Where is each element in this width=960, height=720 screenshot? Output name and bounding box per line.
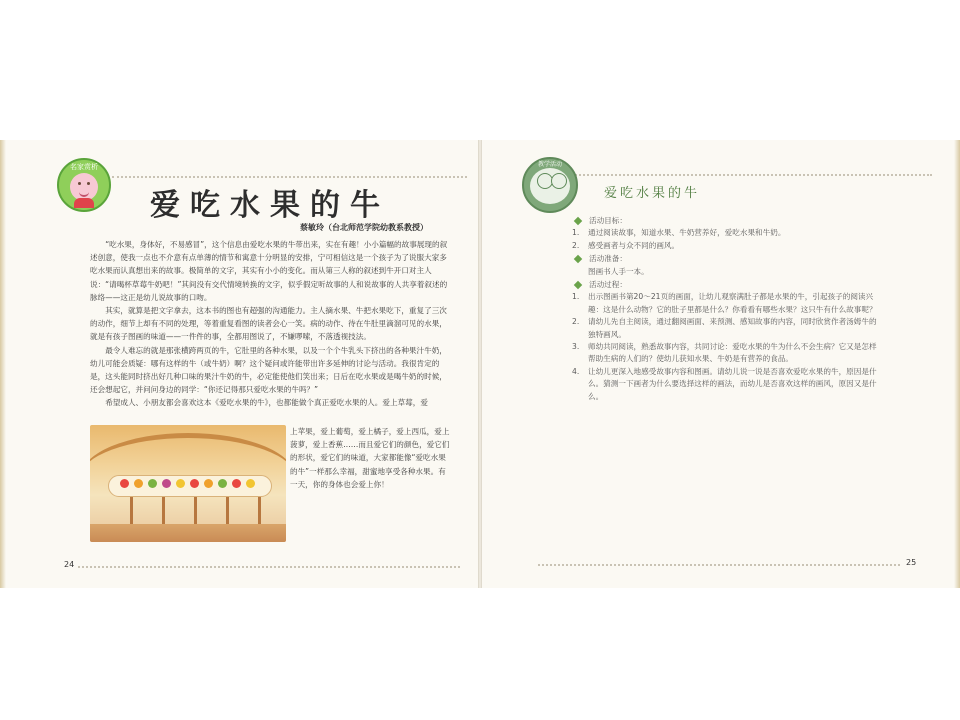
diamond-bullet-icon — [574, 217, 582, 225]
badge-label: 教学活动 — [537, 161, 562, 168]
list-item: 2. 请幼儿先自主阅读，通过翻阅画面、来预测、感知故事的内容，同时欣赏作者汤姆牛的独特画风。 — [572, 317, 877, 339]
footer-dotted-line — [538, 564, 900, 566]
badge-label: 名家赏析 — [70, 163, 98, 171]
list-item: 3. 师幼共同阅读，熟悉故事内容，共同讨论：爱吃水果的牛为什么不会生病？它又是怎样帮助生病的人们的？使幼儿获知水果、牛奶是有营养的食品。 — [572, 342, 877, 364]
teaching-activity-badge-icon — [522, 157, 578, 213]
activity-plan — [572, 214, 882, 403]
list-item: 1. 出示图画书第20～21页的画面，让幼儿观察满肚子都是水果的牛，引起孩子的阅读兴趣：这是什么动物？它的肚子里都是什么？你看看有哪些水果？这只牛有什么故事呢？ — [572, 292, 877, 314]
paragraph: “吃水果，身体好，不易感冒”，这个信息由爱吃水果的牛带出来，实在有趣！小小篇幅的故事展现的叙述创意，使我一点也不介意有点单薄的情节和寓意十分明显的安排，宁可相信这是一个孩子为了说服大家多吃水果而认真想出来的故事。极简单的文字，其实有小小的变化。而从第三人称的叙述到牛开口对主人说：“请喝杯草莓牛奶吧！”其间没有交代情境转换的文字，似乎假定听故事的人和说故事的人共享着叙述的脉络——这正是幼儿说故事的口吻。 — [90, 240, 448, 302]
book-spread — [0, 140, 960, 588]
paragraph: 最令人难忘的就是那张横跨两页的牛，它肚里的各种水果，以及一个个牛乳头下挤出的各种果汁牛奶，幼儿可能会质疑：哪有这样的牛（或牛奶）啊？这个疑问或许能带出许多延伸的讨论与活动。我很肯定的是，这头能同时挤出好几种口味的果汁牛奶的牛，必定能使他们笑出来；日后在吃水果或是喝牛奶的时候，还会想起它，并问问身边的同学：“你还记得那只爱吃水果的牛吗？” — [90, 345, 447, 395]
author-line: 蔡敏玲（台北师范学院幼教系教授） — [300, 223, 428, 232]
diamond-bullet-icon — [574, 281, 582, 289]
famous-review-badge-icon — [57, 158, 111, 212]
footer-dotted-line — [78, 566, 460, 568]
child-face-icon — [551, 173, 567, 189]
list-item: 4. 让幼儿更深入地感受故事内容和图画。请幼儿说一说是否喜欢爱吃水果的牛，原因是什么。猜测一下画者为什么要选择这样的画法，而幼儿是否喜欢这样的画风，原因又是什么。 — [572, 366, 877, 401]
section-heading: 活动过程： — [572, 279, 882, 291]
list-item: 1. 通过阅读故事，知道水果、牛奶营养好，爱吃水果和牛奶。 — [572, 228, 786, 238]
header-dotted-line — [572, 174, 932, 176]
activity-title: 爱吃水果的牛 — [604, 186, 701, 201]
page-edge — [954, 140, 960, 588]
list-item: 2. 感受画者与众不同的画风。 — [572, 240, 680, 250]
book-illustration — [90, 425, 286, 542]
diamond-bullet-icon — [574, 255, 582, 263]
page-edge — [0, 140, 6, 588]
side-text: 上苹果，爱上葡萄，爱上橘子，爱上西瓜，爱上菠萝，爱上香蕉……而且爱它们的颜色，爱它们的形状，爱它们的味道，大家都能像“爱吃水果的牛”一样那么幸福，甜蜜地享受各种水果。有一天，你的身体也会爱上你！ — [290, 427, 450, 489]
paragraph: 希望成人、小朋友都会喜欢这本《爱吃水果的牛》，也都能做个真正爱吃水果的人。爱上草莓，爱 — [105, 398, 428, 408]
page-number: 25 — [906, 558, 917, 567]
smiling-face-icon — [70, 173, 98, 201]
list-item: 图画书人手一本。 — [588, 266, 649, 276]
page-title: 爱吃水果的牛 — [150, 188, 390, 223]
section-heading: 活动准备： — [572, 253, 882, 265]
left-page — [0, 140, 478, 588]
page-number: 24 — [64, 560, 75, 569]
section-heading: 活动目标： — [572, 215, 882, 227]
paragraph: 其实，就算是把文字拿去，这本书的图也有超强的沟通能力。主人摘水果、牛把水果吃下，重复了三次的动作，细节上却有不同的处理，等着重复看图的读者会心一笑。病的动作、待在牛肚里滴溜可见的水果，就是有孩子图画的味道——一件件的事，全都用图说了，不嫌啰嗦，不落透视技法。 — [90, 306, 447, 342]
header-dotted-line — [112, 176, 467, 178]
review-text — [90, 238, 448, 410]
